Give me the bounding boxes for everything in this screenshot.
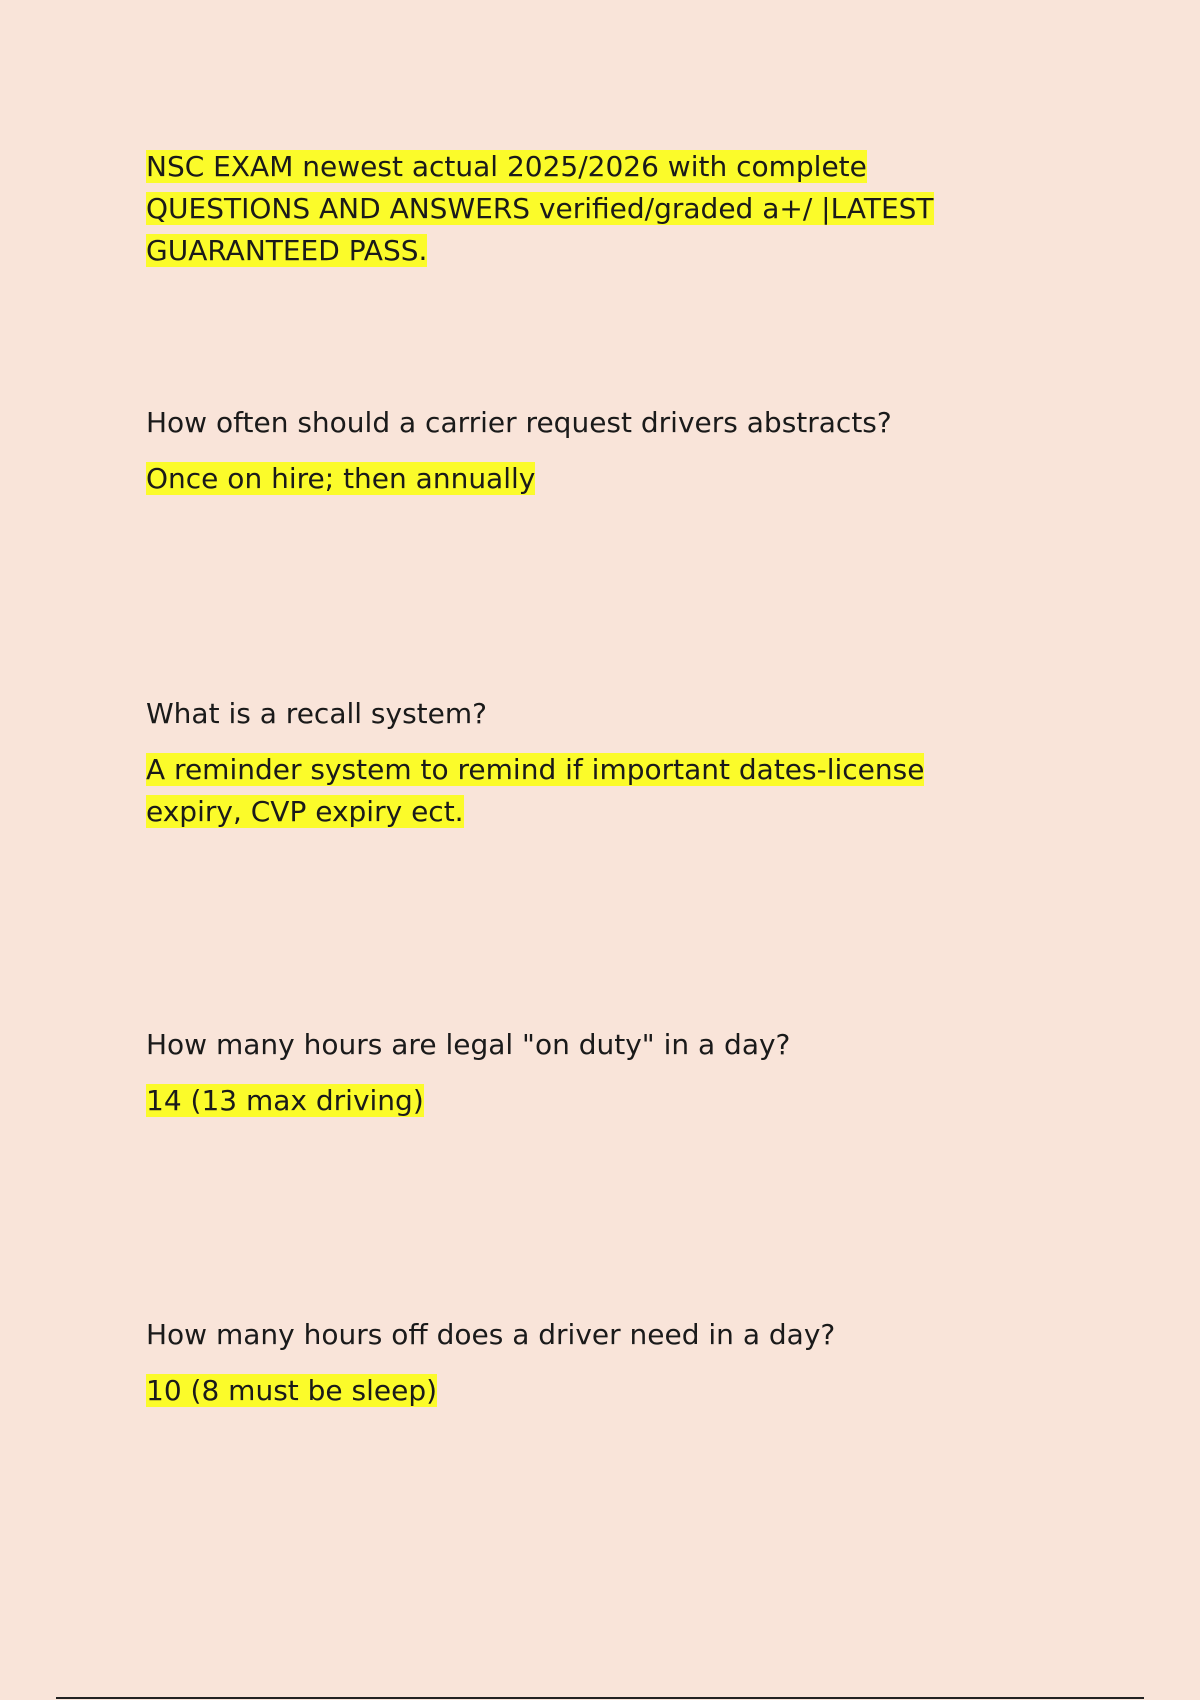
qa-item-1 — [146, 402, 1006, 500]
question-text: How often should a carrier request drivers abstracts? — [146, 406, 892, 439]
answer-highlight: 10 (8 must be sleep) — [146, 1374, 438, 1407]
question-text: How many hours are legal "on duty" in a day? — [146, 1028, 791, 1061]
question-text: What is a recall system? — [146, 697, 488, 730]
answer-highlight: 14 (13 max driving) — [146, 1084, 424, 1117]
answer-text — [146, 749, 1006, 833]
question-text: How many hours off does a driver need in a day? — [146, 1318, 836, 1351]
qa-item-2 — [146, 693, 1006, 833]
title-highlight: NSC EXAM newest actual 2025/2026 with complete QUESTIONS AND ANSWERS verified/graded a+/ |LATEST GUARANTEED PASS. — [146, 150, 934, 267]
answer-text — [146, 458, 1006, 500]
answer-highlight: A reminder system to remind if important dates-license expiry, CVP expiry ect. — [146, 753, 925, 828]
footer-divider — [56, 1697, 1144, 1699]
qa-item-4 — [146, 1314, 1006, 1412]
answer-text — [146, 1370, 1006, 1412]
document-title — [146, 146, 986, 272]
answer-text — [146, 1080, 1006, 1122]
qa-item-3 — [146, 1024, 1006, 1122]
answer-highlight: Once on hire; then annually — [146, 462, 536, 495]
